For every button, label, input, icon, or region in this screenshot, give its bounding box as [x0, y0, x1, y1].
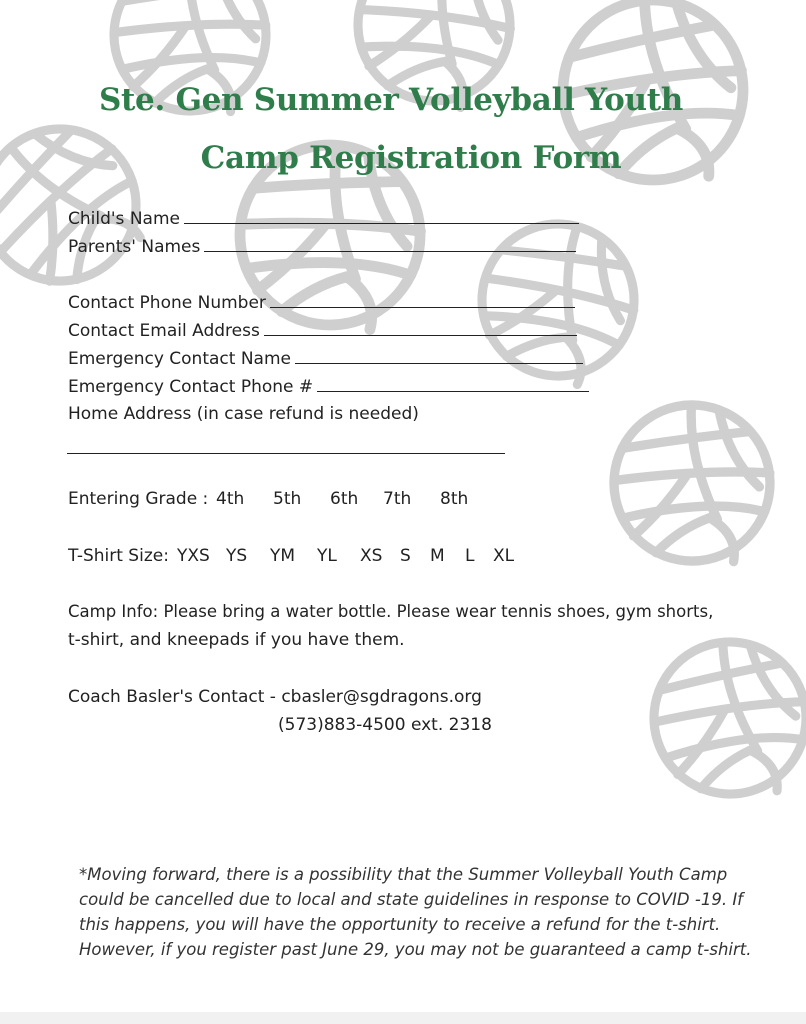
grade-option[interactable]: 6th — [330, 489, 359, 509]
contact-phone-label: Contact Phone Number — [68, 293, 266, 313]
tshirt-option[interactable]: S — [400, 546, 411, 566]
tshirt-option[interactable]: YS — [226, 546, 248, 566]
contact-email-blank[interactable] — [264, 319, 577, 336]
home-address-label: Home Address (in case refund is needed) — [68, 404, 419, 424]
page-title-line-2: Camp Registration Form — [200, 140, 622, 176]
tshirt-option[interactable]: L — [465, 546, 475, 566]
grade-option[interactable]: 8th — [440, 489, 469, 509]
grade-option[interactable]: 7th — [383, 489, 412, 509]
coach-contact-email: Coach Basler's Contact - cbasler@sgdragons.org — [68, 687, 482, 707]
parents-names-label: Parents' Names — [68, 237, 201, 257]
tshirt-label: T-Shirt Size: — [68, 546, 169, 566]
emergency-name-label: Emergency Contact Name — [68, 349, 291, 369]
emergency-name-field — [68, 347, 583, 370]
child-name-blank[interactable] — [184, 207, 579, 224]
page-title-line-1: Ste. Gen Summer Volleyball Youth — [98, 82, 684, 118]
home-address-blank[interactable] — [67, 453, 505, 454]
camp-info-line-1: Camp Info: Please bring a water bottle. Please wear tennis shoes, gym shorts, — [68, 602, 714, 621]
emergency-name-blank[interactable] — [295, 347, 583, 364]
camp-info-line-2: t-shirt, and kneepads if you have them. — [68, 630, 405, 650]
tshirt-option[interactable]: XL — [493, 546, 515, 566]
contact-email-label: Contact Email Address — [68, 321, 260, 341]
parents-names-field — [68, 235, 576, 258]
parents-names-blank[interactable] — [204, 235, 576, 252]
page-bottom-edge — [0, 1012, 806, 1024]
emergency-phone-field — [68, 375, 589, 398]
child-name-label: Child's Name — [68, 209, 180, 229]
tshirt-option[interactable]: YL — [317, 546, 337, 566]
tshirt-option[interactable]: XS — [360, 546, 383, 566]
covid-disclaimer: *Moving forward, there is a possibility that the Summer Volleyball Youth Camp could be cancelled due to local and state guidelines in response to COVID -19. If this happens, you will have the opportunity to receive a refund for the t-shirt. However, if you register past June 29, you may not be guaranteed a camp t-shirt. — [79, 865, 752, 959]
contact-phone-field — [68, 291, 575, 314]
tshirt-option[interactable]: YM — [270, 546, 296, 566]
emergency-phone-label: Emergency Contact Phone # — [68, 377, 314, 397]
grade-label: Entering Grade : — [68, 489, 209, 509]
grade-option[interactable]: 4th — [216, 489, 245, 509]
grade-option[interactable]: 5th — [273, 489, 302, 509]
tshirt-option[interactable]: M — [430, 546, 445, 566]
contact-email-field — [68, 319, 577, 342]
child-name-field — [68, 207, 579, 230]
coach-contact-phone: (573)883-4500 ext. 2318 — [278, 715, 492, 735]
tshirt-option[interactable]: YXS — [177, 546, 210, 566]
emergency-phone-blank[interactable] — [317, 375, 589, 392]
contact-phone-blank[interactable] — [270, 291, 575, 308]
